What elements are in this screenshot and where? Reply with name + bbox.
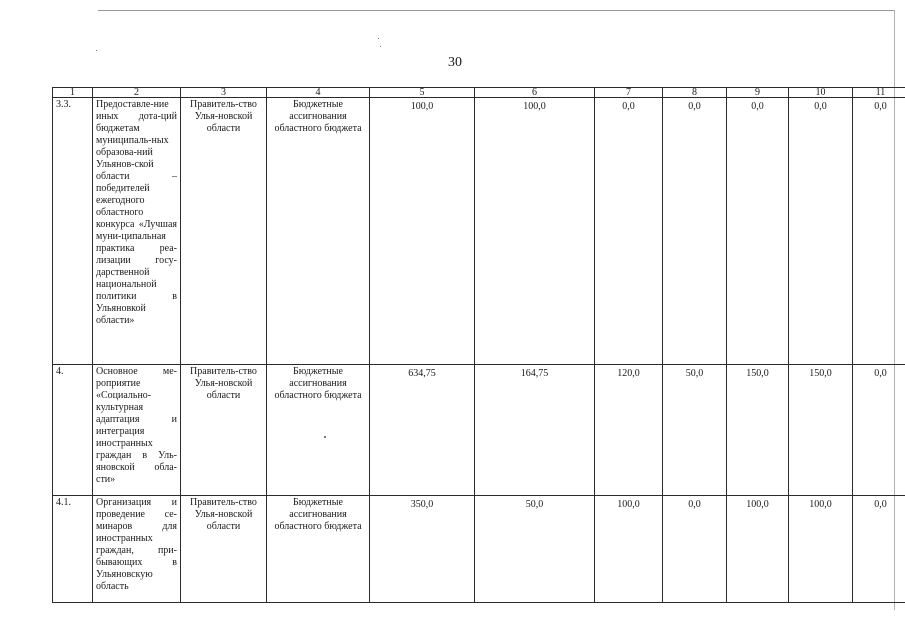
header-cell: 7 xyxy=(595,88,663,98)
funding-source: Бюджетные ассигнования областного бюджета xyxy=(267,496,370,603)
value-cell: 634,75 xyxy=(370,365,475,496)
value-cell: 350,0 xyxy=(370,496,475,603)
header-cell: 11 xyxy=(853,88,905,98)
header-cell: 2 xyxy=(93,88,181,98)
value-cell: 0,0 xyxy=(853,98,905,365)
table-row xyxy=(53,98,905,365)
value-cell: 0,0 xyxy=(663,496,727,603)
table-row xyxy=(53,496,905,603)
value-cell: 0,0 xyxy=(727,98,789,365)
table-row xyxy=(53,365,905,496)
value-cell: 100,0 xyxy=(789,496,853,603)
scan-speck xyxy=(96,50,97,51)
value-cell: 150,0 xyxy=(727,365,789,496)
activity-name: Основное ме-роприятие «Социально-культурная адаптация и интеграция иностранных граждан в Уль-яновской обла-сти» xyxy=(93,365,181,496)
value-cell: 164,75 xyxy=(475,365,595,496)
page-number: 30 xyxy=(448,55,462,70)
header-cell: 9 xyxy=(727,88,789,98)
responsible-organization: Правитель-ство Улья-новской области xyxy=(181,496,267,603)
responsible-organization: Правитель-ство Улья-новской области xyxy=(181,365,267,496)
value-cell: 150,0 xyxy=(789,365,853,496)
scan-speck xyxy=(380,46,381,47)
value-cell: 100,0 xyxy=(595,496,663,603)
activity-name: Предоставле-ние иных дота-ций бюджетам муниципаль-ных образова-ний Ульянов-ской области – победителей ежегодного областного конкурса «Лучшая муни-ципальная практика реа-лизации госу-дарственной национальной политики в Ульяновкой области» xyxy=(93,98,181,365)
value-cell: 50,0 xyxy=(663,365,727,496)
header-cell: 5 xyxy=(370,88,475,98)
header-cell: 6 xyxy=(475,88,595,98)
header-cell: 1 xyxy=(53,88,93,98)
value-cell: 0,0 xyxy=(663,98,727,365)
value-cell: 120,0 xyxy=(595,365,663,496)
value-cell: 0,0 xyxy=(789,98,853,365)
activity-name: Организация и проведение се-минаров для иностранных граждан, при-бывающих в Ульяновскую область xyxy=(93,496,181,603)
funding-source: Бюджетные ассигнования областного бюджета xyxy=(267,98,370,365)
value-cell: 0,0 xyxy=(853,365,905,496)
row-number: 3.3. xyxy=(53,98,93,365)
value-cell: 0,0 xyxy=(595,98,663,365)
scan-speck xyxy=(378,38,379,39)
header-cell: 4 xyxy=(267,88,370,98)
header-cell: 3 xyxy=(181,88,267,98)
value-cell: 100,0 xyxy=(475,98,595,365)
responsible-organization: Правитель-ство Улья-новской области xyxy=(181,98,267,365)
row-number: 4. xyxy=(53,365,93,496)
row-number: 4.1. xyxy=(53,496,93,603)
value-cell: 100,0 xyxy=(727,496,789,603)
top-edge-line xyxy=(98,10,894,11)
value-cell: 100,0 xyxy=(370,98,475,365)
header-cell: 10 xyxy=(789,88,853,98)
budget-table xyxy=(52,87,905,603)
table-header-row xyxy=(53,88,905,98)
header-cell: 8 xyxy=(663,88,727,98)
value-cell: 0,0 xyxy=(853,496,905,603)
value-cell: 50,0 xyxy=(475,496,595,603)
funding-source: Бюджетные ассигнования областного бюджета xyxy=(267,365,370,496)
